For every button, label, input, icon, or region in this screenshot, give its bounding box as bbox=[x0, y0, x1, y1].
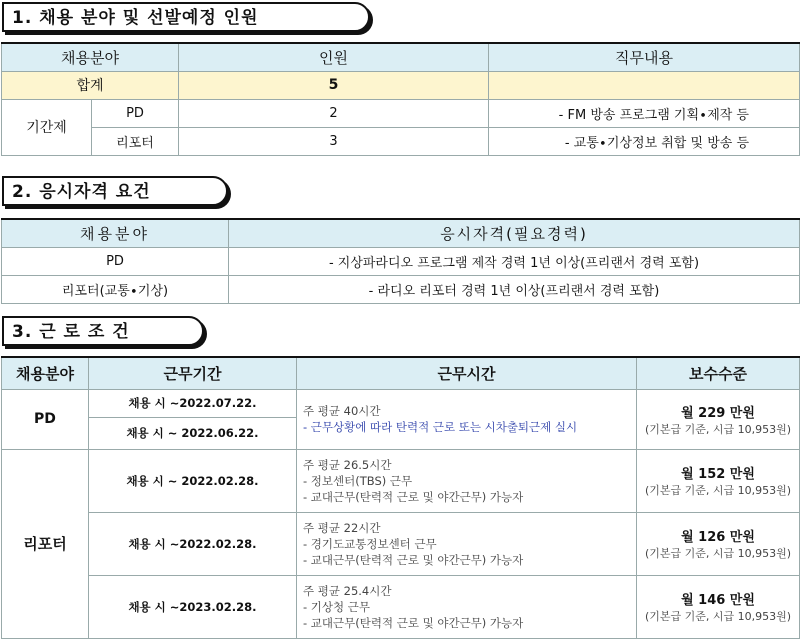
qualification-table bbox=[1, 218, 800, 304]
pay-amount: 월 229 만원 bbox=[681, 405, 755, 421]
total-value: 5 bbox=[179, 71, 489, 99]
group-label: 기간제 bbox=[2, 99, 92, 155]
row-count: 2 bbox=[179, 99, 489, 127]
pd-hours bbox=[297, 389, 637, 449]
header-field: 채용분야 bbox=[2, 357, 89, 389]
row-requirement: - 라디오 리포터 경력 1년 이상(프리랜서 경력 포함) bbox=[229, 275, 800, 303]
pay-note: (기본급 기준, 시급 10,953원) bbox=[644, 610, 792, 623]
row-field: PD bbox=[2, 247, 229, 275]
reporter-period: 채용 시 ~2023.02.28. bbox=[89, 575, 297, 638]
row-count: 3 bbox=[179, 127, 489, 155]
hours-line: 주 평균 26.5시간 bbox=[303, 457, 392, 472]
header-field: 채용분야 bbox=[2, 219, 229, 247]
pay-note: (기본급 기준, 시급 10,953원) bbox=[644, 484, 792, 497]
recruitment-table bbox=[1, 42, 800, 156]
pd-hours-line: - 근무상황에 따라 탄력적 근로 또는 시차출퇴근제 실시 bbox=[303, 420, 578, 434]
pay-amount: 월 146 만원 bbox=[681, 593, 755, 608]
hours-line: 주 평균 22시간 bbox=[303, 520, 381, 535]
hours-line: - 경기도교통정보센터 근무 bbox=[303, 536, 437, 551]
pay-note: (기본급 기준, 시급 10,953원) bbox=[644, 547, 792, 560]
header-requirement: 응시자격(필요경력) bbox=[229, 219, 800, 247]
pd-hours-line: 주 평균 40시간 bbox=[303, 404, 381, 418]
reporter-hours bbox=[297, 449, 637, 512]
reporter-period: 채용 시 ~2022.02.28. bbox=[89, 512, 297, 575]
section3-title: 3. 근 로 조 건 bbox=[2, 316, 204, 346]
conditions-table bbox=[1, 356, 800, 639]
header-pay: 보수수준 bbox=[637, 357, 800, 389]
row-requirement: - 지상파라디오 프로그램 제작 경력 1년 이상(프리랜서 경력 포함) bbox=[229, 247, 800, 275]
section1-title: 1. 채용 분야 및 선발예정 인원 bbox=[2, 2, 370, 32]
pay-note: (기본급 기준, 시급 10,953원) bbox=[644, 422, 792, 436]
reporter-hours bbox=[297, 512, 637, 575]
header-count: 인원 bbox=[179, 43, 489, 71]
reporter-field: 리포터 bbox=[2, 449, 89, 638]
hours-line: - 교대근무(탄력적 근로 및 야간근무) 가능자 bbox=[303, 615, 524, 630]
header-field: 채용분야 bbox=[2, 43, 179, 71]
pd-period: 채용 시 ~2022.07.22. bbox=[89, 389, 297, 417]
total-duty bbox=[489, 71, 800, 99]
reporter-pay bbox=[637, 449, 800, 512]
header-hours: 근무시간 bbox=[297, 357, 637, 389]
hours-line: - 교대근무(탄력적 근로 및 야간근무) 가능자 bbox=[303, 552, 524, 567]
pay-amount: 월 126 만원 bbox=[681, 530, 755, 545]
pay-amount: 월 152 만원 bbox=[681, 467, 755, 482]
pd-period: 채용 시 ~ 2022.06.22. bbox=[89, 417, 297, 449]
row-field: 리포터 bbox=[92, 127, 179, 155]
row-duty: - FM 방송 프로그램 기획∙제작 등 bbox=[489, 99, 800, 127]
reporter-hours bbox=[297, 575, 637, 638]
section2-title: 2. 응시자격 요건 bbox=[2, 176, 228, 206]
row-duty: - 교통∙기상정보 취합 및 방송 등 bbox=[489, 127, 800, 155]
header-period: 근무기간 bbox=[89, 357, 297, 389]
header-duty: 직무내용 bbox=[489, 43, 800, 71]
pd-field: PD bbox=[2, 389, 89, 449]
pd-pay bbox=[637, 389, 800, 449]
reporter-pay bbox=[637, 575, 800, 638]
hours-line: - 기상청 근무 bbox=[303, 599, 371, 614]
hours-line: - 정보센터(TBS) 근무 bbox=[303, 473, 413, 488]
hours-line: - 교대근무(탄력적 근로 및 야간근무) 가능자 bbox=[303, 489, 524, 504]
reporter-period: 채용 시 ~ 2022.02.28. bbox=[89, 449, 297, 512]
reporter-pay bbox=[637, 512, 800, 575]
hours-line: 주 평균 25.4시간 bbox=[303, 583, 392, 598]
total-label: 합계 bbox=[2, 71, 179, 99]
row-field: 리포터(교통∙기상) bbox=[2, 275, 229, 303]
row-field: PD bbox=[92, 99, 179, 127]
